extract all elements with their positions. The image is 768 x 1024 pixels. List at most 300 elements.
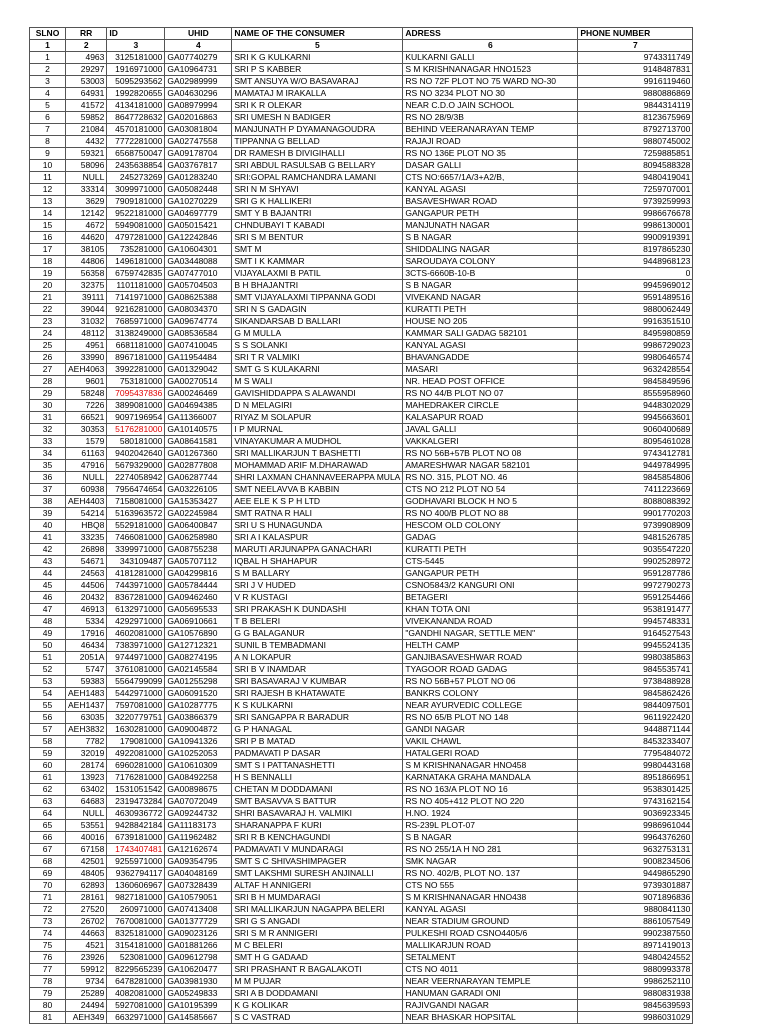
- cell-slno: 37: [30, 484, 66, 496]
- cell-rr: 2051A: [66, 652, 107, 664]
- cell-rr: 4672: [66, 220, 107, 232]
- cell-uhid: GA08625388: [165, 292, 232, 304]
- cell-id: 5163963572: [107, 508, 165, 520]
- cell-name: H S BENNALLI: [232, 772, 403, 784]
- column-number: 5: [232, 40, 403, 52]
- cell-address: VAKIL CHAWL: [403, 736, 578, 748]
- cell-id: 3899081000: [107, 400, 165, 412]
- cell-phone: 9880062449: [578, 304, 693, 316]
- cell-id: 5564799099: [107, 676, 165, 688]
- cell-id: 7909181000: [107, 196, 165, 208]
- cell-slno: 26: [30, 352, 66, 364]
- cell-address: BHAVANGADDE: [403, 352, 578, 364]
- cell-id: 7597081000: [107, 700, 165, 712]
- cell-phone: 9901770203: [578, 508, 693, 520]
- cell-phone: 8088088392: [578, 496, 693, 508]
- cell-uhid: GA08492258: [165, 772, 232, 784]
- cell-uhid: GA07477010: [165, 268, 232, 280]
- cell-rr: 42501: [66, 856, 107, 868]
- cell-id: 4797281000: [107, 232, 165, 244]
- cell-id: 8367281000: [107, 592, 165, 604]
- cell-rr: 31032: [66, 316, 107, 328]
- cell-address: KANYAL AGASI: [403, 340, 578, 352]
- cell-phone: 9986729023: [578, 340, 693, 352]
- column-number-row: [30, 40, 693, 52]
- cell-rr: 21084: [66, 124, 107, 136]
- cell-uhid: GA08641581: [165, 436, 232, 448]
- cell-name: SRI A I KALASPUR: [232, 532, 403, 544]
- cell-name: SMT VIJAYALAXMI TIPPANNA GODI: [232, 292, 403, 304]
- cell-slno: 44: [30, 568, 66, 580]
- cell-rr: NULL: [66, 808, 107, 820]
- cell-id: 9827181000: [107, 892, 165, 904]
- cell-uhid: GA10579051: [165, 892, 232, 904]
- cell-slno: 13: [30, 196, 66, 208]
- cell-address: NEAR C.D.O JAIN SCHOOL: [403, 100, 578, 112]
- cell-slno: 77: [30, 964, 66, 976]
- cell-id: 6960281000: [107, 760, 165, 772]
- cell-id: 5529181000: [107, 520, 165, 532]
- cell-id: 7095437836: [107, 388, 165, 400]
- cell-uhid: GA11962482: [165, 832, 232, 844]
- cell-address: KAMMAR SALI GADAG 582101: [403, 328, 578, 340]
- cell-uhid: GA07413408: [165, 904, 232, 916]
- cell-slno: 58: [30, 736, 66, 748]
- cell-id: 4602081000: [107, 628, 165, 640]
- cell-rr: AEH4403: [66, 496, 107, 508]
- cell-phone: 9845849596: [578, 376, 693, 388]
- cell-id: 2435638854: [107, 160, 165, 172]
- cell-address: GODHAVARI BLOCK H NO 5: [403, 496, 578, 508]
- cell-slno: 41: [30, 532, 66, 544]
- cell-id: 3125181000: [107, 52, 165, 64]
- cell-rr: 12142: [66, 208, 107, 220]
- cell-name: SRI N S GADAGIN: [232, 304, 403, 316]
- header-uhid: UHID: [165, 28, 232, 40]
- cell-phone: 9739259993: [578, 196, 693, 208]
- cell-slno: 80: [30, 1000, 66, 1012]
- cell-uhid: GA04048169: [165, 868, 232, 880]
- cell-slno: 62: [30, 784, 66, 796]
- table-row: [30, 400, 693, 412]
- cell-phone: 9986961044: [578, 820, 693, 832]
- cell-name: S S SOLANKI: [232, 340, 403, 352]
- cell-name: SRI A B DODDAMANI: [232, 988, 403, 1000]
- table-row: [30, 484, 693, 496]
- cell-address: KANYAL AGASI: [403, 184, 578, 196]
- cell-address: CTS NO 4011: [403, 964, 578, 976]
- cell-uhid: GA10941326: [165, 736, 232, 748]
- cell-rr: 33314: [66, 184, 107, 196]
- table-row: [30, 592, 693, 604]
- cell-phone: 9008234506: [578, 856, 693, 868]
- cell-uhid: GA04694385: [165, 400, 232, 412]
- cell-phone: 9449865290: [578, 868, 693, 880]
- cell-address: KULKARNI GALLI: [403, 52, 578, 64]
- cell-uhid: GA03767817: [165, 160, 232, 172]
- cell-uhid: GA08034370: [165, 304, 232, 316]
- cell-slno: 2: [30, 64, 66, 76]
- cell-phone: 8555958960: [578, 388, 693, 400]
- cell-rr: 27520: [66, 904, 107, 916]
- cell-name: MOHAMMAD ARIF M.DHARAWAD: [232, 460, 403, 472]
- cell-id: 3761081000: [107, 664, 165, 676]
- cell-address: CTS NO:6657/1A/3+A2/B,: [403, 172, 578, 184]
- cell-uhid: GA12242846: [165, 232, 232, 244]
- cell-phone: 9035547220: [578, 544, 693, 556]
- table-row: [30, 376, 693, 388]
- table-row: [30, 988, 693, 1000]
- table-row: [30, 1012, 693, 1024]
- table-row: [30, 652, 693, 664]
- table-row: [30, 148, 693, 160]
- cell-name: SRI B V INAMDAR: [232, 664, 403, 676]
- table-row: [30, 664, 693, 676]
- cell-rr: 64683: [66, 796, 107, 808]
- cell-id: 7141971000: [107, 292, 165, 304]
- cell-name: SRI G K HALLIKERI: [232, 196, 403, 208]
- cell-address: NEAR BHASKAR HOPSITAL: [403, 1012, 578, 1024]
- cell-rr: 53003: [66, 76, 107, 88]
- cell-slno: 56: [30, 712, 66, 724]
- table-row: [30, 892, 693, 904]
- cell-rr: 24494: [66, 1000, 107, 1012]
- cell-slno: 40: [30, 520, 66, 532]
- cell-phone: 9900919391: [578, 232, 693, 244]
- cell-id: 4134181000: [107, 100, 165, 112]
- cell-phone: 9739301887: [578, 880, 693, 892]
- cell-name: SRI P S KABBER: [232, 64, 403, 76]
- cell-address: KANYAL AGASI: [403, 904, 578, 916]
- cell-phone: 9845535741: [578, 664, 693, 676]
- cell-name: PADMAVATI P DASAR: [232, 748, 403, 760]
- cell-slno: 75: [30, 940, 66, 952]
- cell-name: SRI P B MATAD: [232, 736, 403, 748]
- table-row: [30, 736, 693, 748]
- cell-name: SRI MALLIKARJUN NAGAPPA BELERI: [232, 904, 403, 916]
- cell-name: SRI PRAKASH K DUNDASHI: [232, 604, 403, 616]
- cell-name: D N MELAGIRI: [232, 400, 403, 412]
- cell-phone: 9986130001: [578, 220, 693, 232]
- cell-rr: 46913: [66, 604, 107, 616]
- cell-address: "GANDHI NAGAR, SETTLE MEN": [403, 628, 578, 640]
- cell-phone: 9980385863: [578, 652, 693, 664]
- cell-phone: 9916119460: [578, 76, 693, 88]
- cell-id: 7443971000: [107, 580, 165, 592]
- cell-phone: 8495980859: [578, 328, 693, 340]
- cell-name: M M PUJAR: [232, 976, 403, 988]
- cell-phone: 9880831938: [578, 988, 693, 1000]
- table-row: [30, 904, 693, 916]
- cell-address: SAROUDAYA COLONY: [403, 256, 578, 268]
- cell-address: RS NO 56B+57B PLOT NO 08: [403, 448, 578, 460]
- table-row: [30, 424, 693, 436]
- cell-address: VIVEKANANDA ROAD: [403, 616, 578, 628]
- cell-name: SMT RATNA R HALI: [232, 508, 403, 520]
- cell-rr: 54214: [66, 508, 107, 520]
- header-phone: PHONE NUMBER: [578, 28, 693, 40]
- table-row: [30, 760, 693, 772]
- header-slno: SLNO: [30, 28, 66, 40]
- cell-phone: 9986252110: [578, 976, 693, 988]
- cell-uhid: GA06400847: [165, 520, 232, 532]
- cell-id: 3399971000: [107, 544, 165, 556]
- cell-slno: 25: [30, 340, 66, 352]
- cell-uhid: GA00898675: [165, 784, 232, 796]
- cell-name: T B BELERI: [232, 616, 403, 628]
- cell-uhid: GA10604301: [165, 244, 232, 256]
- cell-name: SRI N M SHYAVI: [232, 184, 403, 196]
- cell-id: 6759742835: [107, 268, 165, 280]
- cell-slno: 76: [30, 952, 66, 964]
- cell-rr: 63035: [66, 712, 107, 724]
- cell-address: KALASAPUR ROAD: [403, 412, 578, 424]
- cell-name: PADMAVATI V MUNDARAGI: [232, 844, 403, 856]
- cell-id: 9216281000: [107, 304, 165, 316]
- cell-name: G P HANAGAL: [232, 724, 403, 736]
- cell-id: 1496181000: [107, 256, 165, 268]
- cell-slno: 24: [30, 328, 66, 340]
- cell-uhid: GA10576890: [165, 628, 232, 640]
- table-row: [30, 352, 693, 364]
- cell-address: KURATTI PETH: [403, 544, 578, 556]
- cell-address: JAVAL GALLI: [403, 424, 578, 436]
- cell-address: RS NO 65/B PLOT NO 148: [403, 712, 578, 724]
- cell-name: SMT H G GADAAD: [232, 952, 403, 964]
- cell-phone: 9738488928: [578, 676, 693, 688]
- cell-address: MALLIKARJUN ROAD: [403, 940, 578, 952]
- table-row: [30, 916, 693, 928]
- cell-id: 5949081000: [107, 220, 165, 232]
- cell-address: HOUSE NO 205: [403, 316, 578, 328]
- cell-rr: 59852: [66, 112, 107, 124]
- table-row: [30, 868, 693, 880]
- cell-id: 7670081000: [107, 916, 165, 928]
- cell-slno: 55: [30, 700, 66, 712]
- cell-id: 7383971000: [107, 640, 165, 652]
- cell-address: RS NO 72F PLOT NO 75 WARD NO-30: [403, 76, 578, 88]
- cell-rr: 1579: [66, 436, 107, 448]
- cell-slno: 4: [30, 88, 66, 100]
- cell-name: S M BALLARY: [232, 568, 403, 580]
- table-row: [30, 832, 693, 844]
- cell-uhid: GA09023126: [165, 928, 232, 940]
- cell-name: G G BALAGANUR: [232, 628, 403, 640]
- cell-phone: 8792713700: [578, 124, 693, 136]
- cell-phone: 7259707001: [578, 184, 693, 196]
- cell-phone: 7411223669: [578, 484, 693, 496]
- cell-id: 260971000: [107, 904, 165, 916]
- cell-rr: 48405: [66, 868, 107, 880]
- cell-address: VAKKALGERI: [403, 436, 578, 448]
- cell-phone: 9916351510: [578, 316, 693, 328]
- cell-uhid: GA03981930: [165, 976, 232, 988]
- cell-uhid: GA10287775: [165, 700, 232, 712]
- cell-slno: 29: [30, 388, 66, 400]
- cell-id: 1360606967: [107, 880, 165, 892]
- cell-id: 523081000: [107, 952, 165, 964]
- cell-address: CTS NO 212 PLOT NO 54: [403, 484, 578, 496]
- cell-phone: 8197865230: [578, 244, 693, 256]
- cell-rr: 33235: [66, 532, 107, 544]
- cell-rr: AEH3832: [66, 724, 107, 736]
- cell-name: K G KOLIKAR: [232, 1000, 403, 1012]
- table-row: [30, 388, 693, 400]
- cell-uhid: GA11954484: [165, 352, 232, 364]
- cell-rr: 4432: [66, 136, 107, 148]
- cell-uhid: GA01255298: [165, 676, 232, 688]
- cell-name: SMT S I PATTANASHETTI: [232, 760, 403, 772]
- cell-phone: 9481526785: [578, 532, 693, 544]
- table-row: [30, 748, 693, 760]
- cell-slno: 11: [30, 172, 66, 184]
- cell-rr: 44663: [66, 928, 107, 940]
- cell-name: SMT LAKSHMI SURESH ANJINALLI: [232, 868, 403, 880]
- cell-id: 7772281000: [107, 136, 165, 148]
- cell-name: SMT ANSUYA W/O BASAVARAJ: [232, 76, 403, 88]
- cell-rr: 39111: [66, 292, 107, 304]
- cell-slno: 5: [30, 100, 66, 112]
- table-row: [30, 820, 693, 832]
- cell-phone: 9071896836: [578, 892, 693, 904]
- table-row: [30, 364, 693, 376]
- cell-uhid: GA01881266: [165, 940, 232, 952]
- cell-name: SRI PRASHANT R BAGALAKOTI: [232, 964, 403, 976]
- cell-name: AEE ELE K S P H LTD: [232, 496, 403, 508]
- cell-phone: 9148487831: [578, 64, 693, 76]
- cell-rr: 4951: [66, 340, 107, 352]
- cell-address: RS NO 28/9/3B: [403, 112, 578, 124]
- cell-id: 179081000: [107, 736, 165, 748]
- cell-rr: 13923: [66, 772, 107, 784]
- column-number: 1: [30, 40, 66, 52]
- cell-rr: 59383: [66, 676, 107, 688]
- cell-name: SHRI LAXMAN CHANNAVEERAPPA MULA: [232, 472, 403, 484]
- cell-id: 9402042640: [107, 448, 165, 460]
- cell-id: 5095293562: [107, 76, 165, 88]
- cell-phone: 7795484072: [578, 748, 693, 760]
- cell-rr: 29297: [66, 64, 107, 76]
- cell-uhid: GA15353427: [165, 496, 232, 508]
- cell-slno: 22: [30, 304, 66, 316]
- cell-name: M S WALI: [232, 376, 403, 388]
- table-row: [30, 772, 693, 784]
- cell-rr: AEH4063: [66, 364, 107, 376]
- table-row: [30, 232, 693, 244]
- cell-id: 5442971000: [107, 688, 165, 700]
- table-row: [30, 496, 693, 508]
- table-row: [30, 604, 693, 616]
- cell-slno: 20: [30, 280, 66, 292]
- cell-phone: 9880745002: [578, 136, 693, 148]
- cell-slno: 50: [30, 640, 66, 652]
- cell-rr: 58248: [66, 388, 107, 400]
- cell-name: SHARANAPPA F KURI: [232, 820, 403, 832]
- table-row: [30, 856, 693, 868]
- table-row: [30, 64, 693, 76]
- table-row: [30, 544, 693, 556]
- cell-slno: 32: [30, 424, 66, 436]
- header-address: ADRESS: [403, 28, 578, 40]
- cell-phone: 0: [578, 268, 693, 280]
- cell-slno: 19: [30, 268, 66, 280]
- cell-address: SHIDDALING NAGAR: [403, 244, 578, 256]
- table-row: [30, 688, 693, 700]
- cell-phone: 9845862426: [578, 688, 693, 700]
- cell-address: CTS-5445: [403, 556, 578, 568]
- cell-name: SMT S C SHIVASHIMPAGER: [232, 856, 403, 868]
- cell-address: RS NO 56B+57 PLOT NO 06: [403, 676, 578, 688]
- cell-rr: 7782: [66, 736, 107, 748]
- header-row: [30, 28, 693, 40]
- cell-address: RS NO. 402/B, PLOT NO. 137: [403, 868, 578, 880]
- cell-address: S B NAGAR: [403, 832, 578, 844]
- column-number: 6: [403, 40, 578, 52]
- cell-slno: 78: [30, 976, 66, 988]
- cell-address: HANUMAN GARADI ONI: [403, 988, 578, 1000]
- cell-name: K S KULKARNI: [232, 700, 403, 712]
- cell-phone: 9945663601: [578, 412, 693, 424]
- cell-uhid: GA09462460: [165, 592, 232, 604]
- table-row: [30, 532, 693, 544]
- cell-phone: 9880993378: [578, 964, 693, 976]
- column-number: 3: [107, 40, 165, 52]
- cell-id: 6681181000: [107, 340, 165, 352]
- table-row: [30, 568, 693, 580]
- table-row: [30, 256, 693, 268]
- table-row: [30, 280, 693, 292]
- cell-uhid: GA09244732: [165, 808, 232, 820]
- cell-id: 6632971000: [107, 1012, 165, 1024]
- table-row: [30, 208, 693, 220]
- cell-rr: AEH349: [66, 1012, 107, 1024]
- cell-rr: 40016: [66, 832, 107, 844]
- cell-id: 8647728632: [107, 112, 165, 124]
- cell-uhid: GA12712321: [165, 640, 232, 652]
- cell-phone: 9902528972: [578, 556, 693, 568]
- header-id: ID: [107, 28, 165, 40]
- cell-slno: 38: [30, 496, 66, 508]
- cell-uhid: GA02877808: [165, 460, 232, 472]
- table-row: [30, 316, 693, 328]
- cell-id: 1916971000: [107, 64, 165, 76]
- cell-id: 9362794117: [107, 868, 165, 880]
- cell-id: 5176281000: [107, 424, 165, 436]
- cell-address: CTS NO 555: [403, 880, 578, 892]
- cell-slno: 43: [30, 556, 66, 568]
- cell-uhid: GA05695533: [165, 604, 232, 616]
- cell-phone: 9945969012: [578, 280, 693, 292]
- cell-slno: 23: [30, 316, 66, 328]
- cell-phone: 9986031029: [578, 1012, 693, 1024]
- cell-id: 3138249000: [107, 328, 165, 340]
- table-row: [30, 520, 693, 532]
- table-row: [30, 340, 693, 352]
- cell-uhid: GA10252053: [165, 748, 232, 760]
- table-row: [30, 172, 693, 184]
- cell-name: SRI T R VALMIKI: [232, 352, 403, 364]
- cell-address: GANDI NAGAR: [403, 724, 578, 736]
- cell-uhid: GA00246469: [165, 388, 232, 400]
- table-row: [30, 292, 693, 304]
- table-row: [30, 268, 693, 280]
- cell-slno: 12: [30, 184, 66, 196]
- cell-name: MARUTI ARJUNAPPA GANACHARI: [232, 544, 403, 556]
- cell-rr: 9734: [66, 976, 107, 988]
- cell-rr: 53551: [66, 820, 107, 832]
- cell-slno: 73: [30, 916, 66, 928]
- column-number: 2: [66, 40, 107, 52]
